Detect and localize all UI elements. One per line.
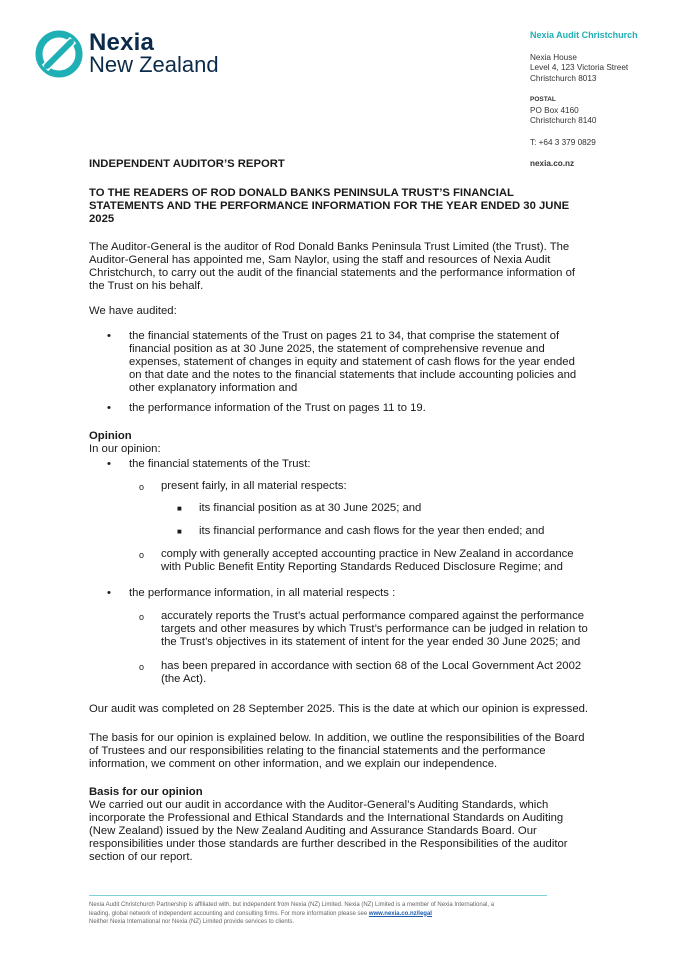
- audited-intro: We have audited:: [89, 305, 177, 317]
- list-item: • the financial statements of the Trust:: [107, 458, 311, 470]
- opinion-heading: Opinion: [89, 430, 132, 442]
- list-item: ■ its financial position as at 30 June 2025; and: [177, 502, 422, 514]
- address-line: Level 4, 123 Victoria Street: [530, 63, 629, 72]
- footer: [89, 901, 559, 927]
- footer-text: Nexia Audit Christchurch Partnership is affiliated with, but independent from Nexia (NZ) Limited. Nexia (NZ) Limited is a member of Nexia International, a: [89, 902, 495, 908]
- completion-paragraph: Our audit was completed on 28 September 2025. This is the date at which our opinion is expressed.: [89, 703, 589, 715]
- report-body: [89, 158, 589, 876]
- footer-text: Neither Nexia International nor Nexia (NZ) Limited provide services to clients.: [89, 919, 295, 925]
- circle-bullet-icon: o: [139, 612, 145, 622]
- address-line: Christchurch 8013: [530, 73, 597, 83]
- phone-number: T: +64 3 379 0829: [530, 137, 596, 147]
- footer-legal-link[interactable]: www.nexia.co.nz/legal: [368, 910, 432, 917]
- intro-paragraph: The Auditor-General is the auditor of Rod Donald Banks Peninsula Trust Limited (the Trust). The Auditor-General has appointed me, Sam Naylor, using the staff and resources of Nexia Audit Christchurch, to carry out the audit of the financial statements and the performance information of the Trust on his behalf.: [89, 241, 576, 292]
- list-item: • the performance information, in all material respects :: [107, 587, 396, 599]
- footer-divider: [89, 895, 547, 896]
- list-item: • the performance information of the Trust on pages 11 to 19.: [107, 402, 426, 414]
- list-item: o comply with generally accepted accounting practice in New Zealand in accordance with Public Benefit Entity Reporting Standards Reduced Disclosure Regime; and: [139, 548, 574, 573]
- list-item: • the financial statements of the Trust on pages 21 to 34, that comprise the statement of financial position as at 30 June 2025, the statement of comprehensive revenue and expenses, statement of changes in equity and statement of cash flows for the year ended on that date and the notes to the financial statements that include accounting policies and other explanatory information and: [107, 330, 577, 394]
- basis-explained-paragraph: The basis for our opinion is explained below. In addition, we outline the responsibilities of the Board of Trustees and our responsibilities relating to the financial statements and the performance information, we comment on other information, and we explain our independence.: [89, 732, 585, 770]
- report-heading: INDEPENDENT AUDITOR’S REPORT: [89, 158, 285, 170]
- logo: [35, 30, 219, 78]
- square-bullet-icon: ■: [177, 527, 182, 536]
- list-item: o present fairly, in all material respects:: [139, 480, 347, 492]
- report-title: TO THE READERS OF ROD DONALD BANKS PENINSULA TRUST’S FINANCIAL STATEMENTS AND THE PERFORMANCE INFORMATION FOR THE YEAR ENDED 30 JUNE 2025: [89, 187, 570, 225]
- postal-line: Christchurch 8140: [530, 116, 597, 125]
- circle-bullet-icon: o: [139, 550, 145, 560]
- bullet-icon: •: [107, 458, 111, 470]
- bullet-icon: •: [107, 587, 111, 599]
- postal-line: PO Box 4160: [530, 105, 579, 115]
- basis-heading: Basis for our opinion: [89, 786, 203, 798]
- opinion-intro: In our opinion:: [89, 443, 161, 455]
- bullet-icon: •: [107, 330, 111, 342]
- logo-wordmark: Nexia: [89, 29, 155, 56]
- nexia-logo-icon: [35, 30, 83, 78]
- circle-bullet-icon: o: [139, 662, 145, 672]
- list-item: o has been prepared in accordance with section 68 of the Local Government Act 2002 (the Act).: [139, 660, 582, 685]
- bullet-icon: •: [107, 402, 111, 414]
- address-line: Nexia House: [530, 52, 577, 62]
- postal-label: POSTAL: [530, 96, 556, 103]
- list-item: o accurately reports the Trust’s actual performance compared against the performance targets and other measures by which Trust’s performance can be judged in relation to the Trust’s objectives in its statement of intent for the year ended 30 June 2025; and: [139, 610, 588, 648]
- firm-address-block: [530, 30, 638, 170]
- square-bullet-icon: ■: [177, 504, 182, 513]
- footer-text: leading, global network of independent accounting and consulting firms. For more information please see www.nexia.co.nz/legal: [89, 910, 432, 917]
- logo-subtitle: New Zealand: [89, 52, 219, 77]
- firm-name: Nexia Audit Christchurch: [530, 30, 638, 40]
- list-item: ■ its financial performance and cash flows for the year then ended; and: [177, 525, 545, 537]
- circle-bullet-icon: o: [139, 482, 145, 492]
- basis-paragraph: We carried out our audit in accordance with the Auditor-General’s Auditing Standards, which incorporate the Professional and Ethical Standards and the International Standards on Auditing (New Zealand) issued by the New Zealand Auditing and Assurance Standards Board. Our responsibilities under those standards are further described in the Responsibilities of the auditor section of our report.: [89, 799, 568, 863]
- website-link[interactable]: nexia.co.nz: [530, 159, 575, 168]
